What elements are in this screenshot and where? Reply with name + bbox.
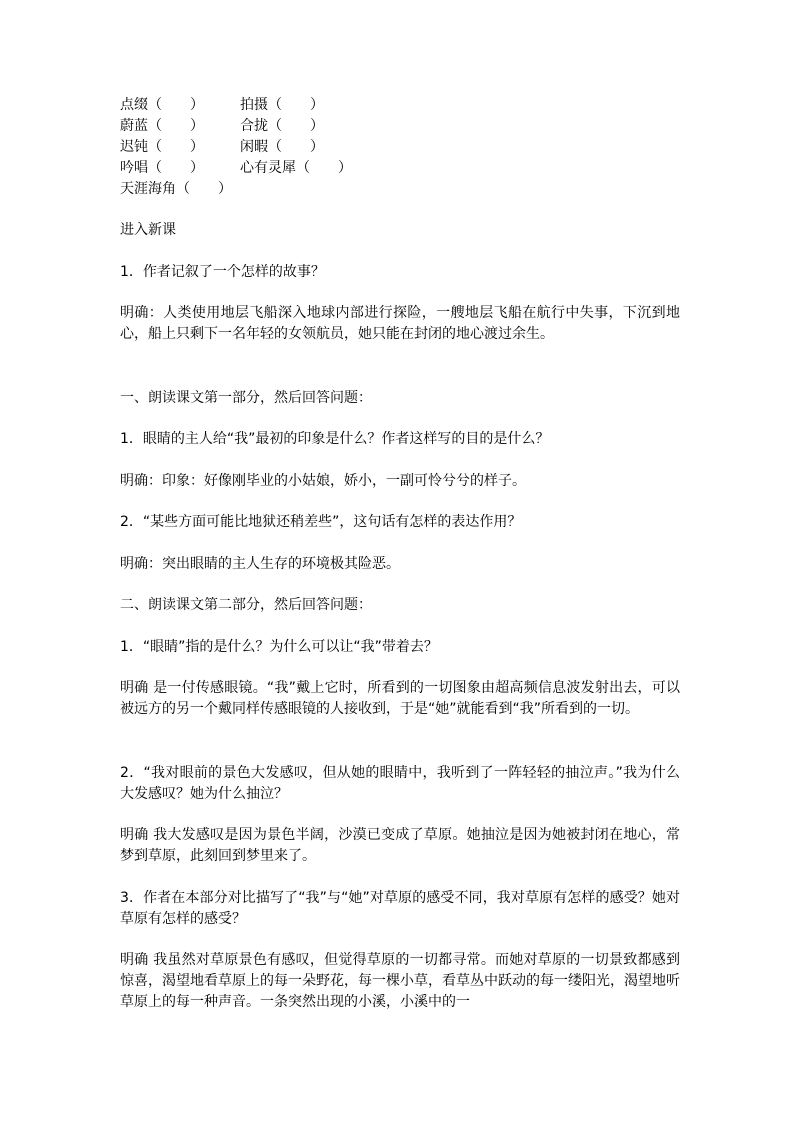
question: 1．“眼睛”指的是什么？为什么可以让“我”带着去？ [120, 639, 438, 655]
vocab-item: 蔚蓝（ ） [120, 118, 204, 134]
vocab-item: 拍摄（ ） [240, 97, 324, 113]
section-heading: 一、朗读课文第一部分，然后回答问题： [120, 390, 372, 406]
vocab-item: 点缀（ ） [120, 97, 204, 113]
question: 2．“某些方面可能比地狱还稍差些”，这句话有怎样的表达作用？ [120, 514, 522, 530]
vocab-item: 心有灵犀（ ） [240, 160, 352, 176]
question: 1．眼睛的主人给“我”最初的印象是什么？作者这样写的目的是什么？ [120, 431, 550, 447]
vocab-item: 合拢（ ） [240, 118, 324, 134]
answer: 明确：突出眼睛的主人生存的环境极其险恶。 [120, 556, 400, 572]
vocab-item: 吟唱（ ） [120, 160, 204, 176]
question: 1．作者记叙了一个怎样的故事？ [120, 264, 325, 280]
vocab-item: 迟钝（ ） [120, 139, 204, 155]
answer: 明确 是一付传感眼镜。“我”戴上它时，所看到的一切图象由超高频信息波发射出去，可以被远方的另一个戴同样传感眼镜的人接收到，于是“她”就能看到“我”所看到的一切。 [120, 680, 680, 717]
answer: 明确 我大发感叹是因为景色半阔，沙漠已变成了草原。她抽泣是因为她被封闭在地心，常梦到草原，此刻回到梦里来了。 [120, 827, 680, 864]
question: 3．作者在本部分对比描写了“我”与“她”对草原的感受不同，我对草原有怎样的感受？她对草原有怎样的感受？ [120, 890, 680, 927]
question: 2．“我对眼前的景色大发感叹，但从她的眼睛中，我听到了一阵轻轻的抽泣声。”我为什么大发感叹？她为什么抽泣？ [120, 765, 680, 802]
section-heading: 二、朗读课文第二部分，然后回答问题： [120, 597, 372, 613]
vocab-row [120, 95, 680, 116]
answer: 明确：人类使用地层飞船深入地球内部进行探险，一艘地层飞船在航行中失事，下沉到地心，船上只剩下一名年轻的女领航员，她只能在封闭的地心渡过余生。 [120, 305, 680, 342]
vocab-item: 天涯海角（ ） [120, 181, 232, 197]
section-heading: 进入新课 [120, 222, 176, 238]
answer: 明确 我虽然对草原景色有感叹，但觉得草原的一切都寻常。而她对草原的一切景致都感到惊喜，渴望地看草原上的每一朵野花，每一棵小草，看草丛中跃动的每一缕阳光，渴望地听草原上的每一种声音。一条突然出现的小溪，小溪中的一 [120, 952, 680, 1010]
vocab-row [120, 179, 680, 200]
vocab-item: 闲暇（ ） [240, 139, 324, 155]
vocab-row [120, 137, 680, 158]
vocab-row [120, 158, 680, 179]
answer: 明确：印象：好像刚毕业的小姑娘，娇小，一副可怜兮兮的样子。 [120, 473, 526, 489]
vocab-row [120, 116, 680, 137]
